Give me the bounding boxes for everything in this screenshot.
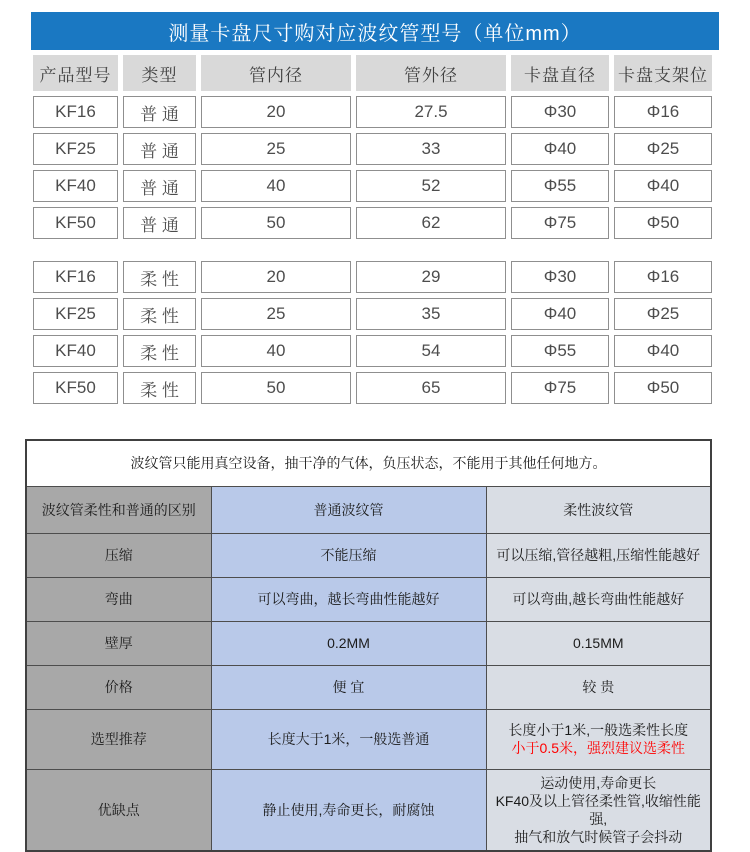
row-label: 价格 (26, 665, 211, 709)
cell-chuck-d: Φ40 (511, 133, 609, 165)
cell-outer-d: 35 (356, 298, 506, 330)
cell-type: 普 通 (123, 96, 196, 128)
flexible-value: 0.15MM (486, 621, 711, 665)
flexible-line-highlight: 小于0.5米，强烈建议选柔性 (511, 740, 685, 756)
cell-outer-d: 65 (356, 372, 506, 404)
flexible-line: 运动使用,寿命更长 (540, 774, 657, 791)
col-header-outer-d: 管外径 (356, 55, 506, 91)
cell-outer-d: 29 (356, 261, 506, 293)
flexible-value (486, 769, 711, 851)
cell-inner-d: 50 (201, 207, 351, 239)
cell-inner-d: 40 (201, 335, 351, 367)
cell-type: 普 通 (123, 133, 196, 165)
table-row (33, 96, 712, 128)
cell-bracket: Φ50 (614, 207, 712, 239)
cell-model: KF50 (33, 207, 118, 239)
table-row (33, 133, 712, 165)
cell-type: 柔 性 (123, 298, 196, 330)
flexible-line: 抽气和放气时候管子会抖动 (514, 828, 683, 845)
normal-value: 便 宜 (211, 665, 486, 709)
cell-model: KF16 (33, 261, 118, 293)
cell-model: KF40 (33, 170, 118, 202)
compare-header-flexible: 柔性波纹管 (486, 486, 711, 533)
cell-outer-d: 33 (356, 133, 506, 165)
compare-header-row (26, 486, 711, 533)
cell-outer-d: 27.5 (356, 96, 506, 128)
cell-model: KF25 (33, 298, 118, 330)
table-row (33, 372, 712, 404)
col-header-inner-d: 管内径 (201, 55, 351, 91)
cell-model: KF50 (33, 372, 118, 404)
row-label: 选型推荐 (26, 709, 211, 769)
cell-chuck-d: Φ75 (511, 372, 609, 404)
row-label: 压缩 (26, 533, 211, 577)
cell-chuck-d: Φ30 (511, 261, 609, 293)
col-header-chuck-d: 卡盘直径 (511, 55, 609, 91)
normal-value: 可以弯曲，越长弯曲性能越好 (211, 577, 486, 621)
compare-table (25, 439, 712, 852)
cell-inner-d: 50 (201, 372, 351, 404)
row-label: 壁厚 (26, 621, 211, 665)
table-row (33, 170, 712, 202)
flexible-value: 可以弯曲,越长弯曲性能越好 (486, 577, 711, 621)
size-table (28, 50, 717, 409)
normal-value: 静止使用,寿命更长，耐腐蚀 (211, 769, 486, 851)
normal-value: 0.2MM (211, 621, 486, 665)
flexible-line: 长度小于1米,一般选柔性长度 (508, 722, 689, 738)
cell-bracket: Φ25 (614, 133, 712, 165)
size-table-title: 测量卡盘尺寸购对应波纹管型号（单位mm） (31, 12, 719, 50)
cell-bracket: Φ16 (614, 261, 712, 293)
cell-inner-d: 20 (201, 261, 351, 293)
col-header-model: 产品型号 (33, 55, 118, 91)
normal-value: 长度大于1米，一般选普通 (211, 709, 486, 769)
flexible-value: 可以压缩,管径越粗,压缩性能越好 (486, 533, 711, 577)
notice-text: 波纹管只能用真空设备，抽干净的气体，负压状态，不能用于其他任何地方。 (26, 440, 711, 486)
cell-outer-d: 62 (356, 207, 506, 239)
cell-model: KF40 (33, 335, 118, 367)
size-table-header-row (33, 55, 712, 91)
col-header-type: 类型 (123, 55, 196, 91)
compare-header-normal: 普通波纹管 (211, 486, 486, 533)
flexible-value (486, 709, 711, 769)
row-label: 弯曲 (26, 577, 211, 621)
cell-model: KF16 (33, 96, 118, 128)
compare-row-bending (26, 577, 711, 621)
cell-chuck-d: Φ55 (511, 335, 609, 367)
cell-type: 柔 性 (123, 261, 196, 293)
cell-chuck-d: Φ40 (511, 298, 609, 330)
table-row (33, 261, 712, 293)
cell-bracket: Φ16 (614, 96, 712, 128)
compare-row-recommendation (26, 709, 711, 769)
table-row (33, 207, 712, 239)
cell-chuck-d: Φ30 (511, 96, 609, 128)
cell-chuck-d: Φ55 (511, 170, 609, 202)
cell-inner-d: 20 (201, 96, 351, 128)
cell-bracket: Φ40 (614, 170, 712, 202)
group-spacer (33, 244, 712, 256)
cell-chuck-d: Φ75 (511, 207, 609, 239)
cell-bracket: Φ40 (614, 335, 712, 367)
table-row (33, 298, 712, 330)
table-row (33, 335, 712, 367)
cell-type: 普 通 (123, 207, 196, 239)
col-header-bracket: 卡盘支架位 (614, 55, 712, 91)
cell-type: 柔 性 (123, 372, 196, 404)
compare-header-label: 波纹管柔性和普通的区别 (26, 486, 211, 533)
cell-model: KF25 (33, 133, 118, 165)
cell-inner-d: 40 (201, 170, 351, 202)
cell-inner-d: 25 (201, 133, 351, 165)
compare-row-compression (26, 533, 711, 577)
flexible-line: KF40及以上管径柔性管,收缩性能强, (495, 792, 701, 827)
notice-row (26, 440, 711, 486)
compare-row-price (26, 665, 711, 709)
row-label: 优缺点 (26, 769, 211, 851)
cell-bracket: Φ25 (614, 298, 712, 330)
compare-row-wall-thickness (26, 621, 711, 665)
normal-value: 不能压缩 (211, 533, 486, 577)
cell-outer-d: 54 (356, 335, 506, 367)
cell-inner-d: 25 (201, 298, 351, 330)
cell-type: 普 通 (123, 170, 196, 202)
compare-row-pros-cons (26, 769, 711, 851)
cell-outer-d: 52 (356, 170, 506, 202)
cell-bracket: Φ50 (614, 372, 712, 404)
flexible-value: 较 贵 (486, 665, 711, 709)
cell-type: 柔 性 (123, 335, 196, 367)
